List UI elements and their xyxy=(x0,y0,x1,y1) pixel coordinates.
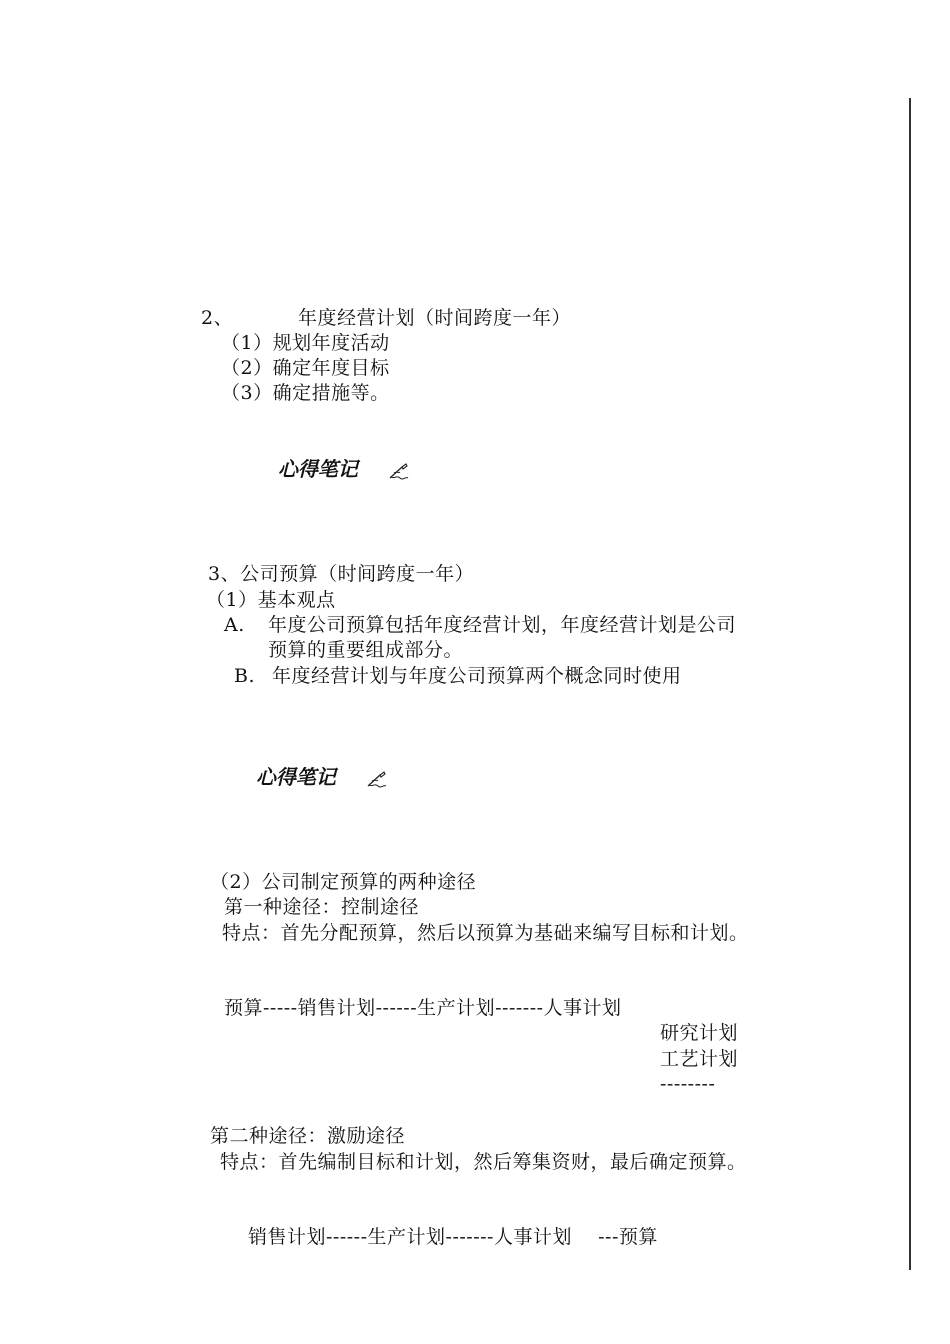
notes-heading-2 xyxy=(228,741,388,813)
section3-title: 3、公司预算（时间跨度一年） xyxy=(208,563,475,585)
notes-label: 心得笔记 xyxy=(277,457,358,481)
way1-branch-process: 工艺计划 xyxy=(660,1048,739,1070)
way2-flow: 销售计划------生产计划-------人事计划 ---预算 xyxy=(248,1226,658,1248)
notes-label: 心得笔记 xyxy=(255,765,336,789)
page-margin-rule xyxy=(909,98,911,1270)
way2-feature: 特点：首先编制目标和计划，然后筹集资财，最后确定预算。 xyxy=(220,1151,747,1173)
notes-heading-1 xyxy=(250,433,410,505)
way1-branch-etc: -------- xyxy=(660,1073,716,1095)
way1-title: 第一种途径：控制途径 xyxy=(224,896,420,918)
point-b-text: 年度经营计划与年度公司预算两个概念同时使用 xyxy=(272,665,682,687)
point-a-line-1: 年度公司预算包括年度经营计划，年度经营计划是公司 xyxy=(268,614,737,636)
writing-hand-icon xyxy=(366,769,388,789)
section3-subhead-2: （2）公司制定预算的两种途径 xyxy=(210,871,477,893)
section3-subhead-1: （1）基本观点 xyxy=(206,589,336,611)
section2-title: 年度经营计划（时间跨度一年） xyxy=(298,307,572,329)
section2-item-3: （3）确定措施等。 xyxy=(221,382,390,404)
way1-feature: 特点：首先分配预算，然后以预算为基础来编写目标和计划。 xyxy=(222,922,749,944)
point-a-label: A. xyxy=(224,614,245,636)
point-a-line-2: 预算的重要组成部分。 xyxy=(268,639,464,661)
point-b-label: B. xyxy=(234,665,256,687)
way1-flow: 预算-----销售计划------生产计划-------人事计划 xyxy=(224,997,622,1019)
way2-title: 第二种途径：激励途径 xyxy=(210,1125,406,1147)
section2-item-2: （2）确定年度目标 xyxy=(221,357,390,379)
way1-branch-research: 研究计划 xyxy=(660,1022,739,1044)
writing-hand-icon xyxy=(388,461,410,481)
section2-number: 2、 xyxy=(201,307,234,329)
section2-item-1: （1）规划年度活动 xyxy=(221,332,390,354)
